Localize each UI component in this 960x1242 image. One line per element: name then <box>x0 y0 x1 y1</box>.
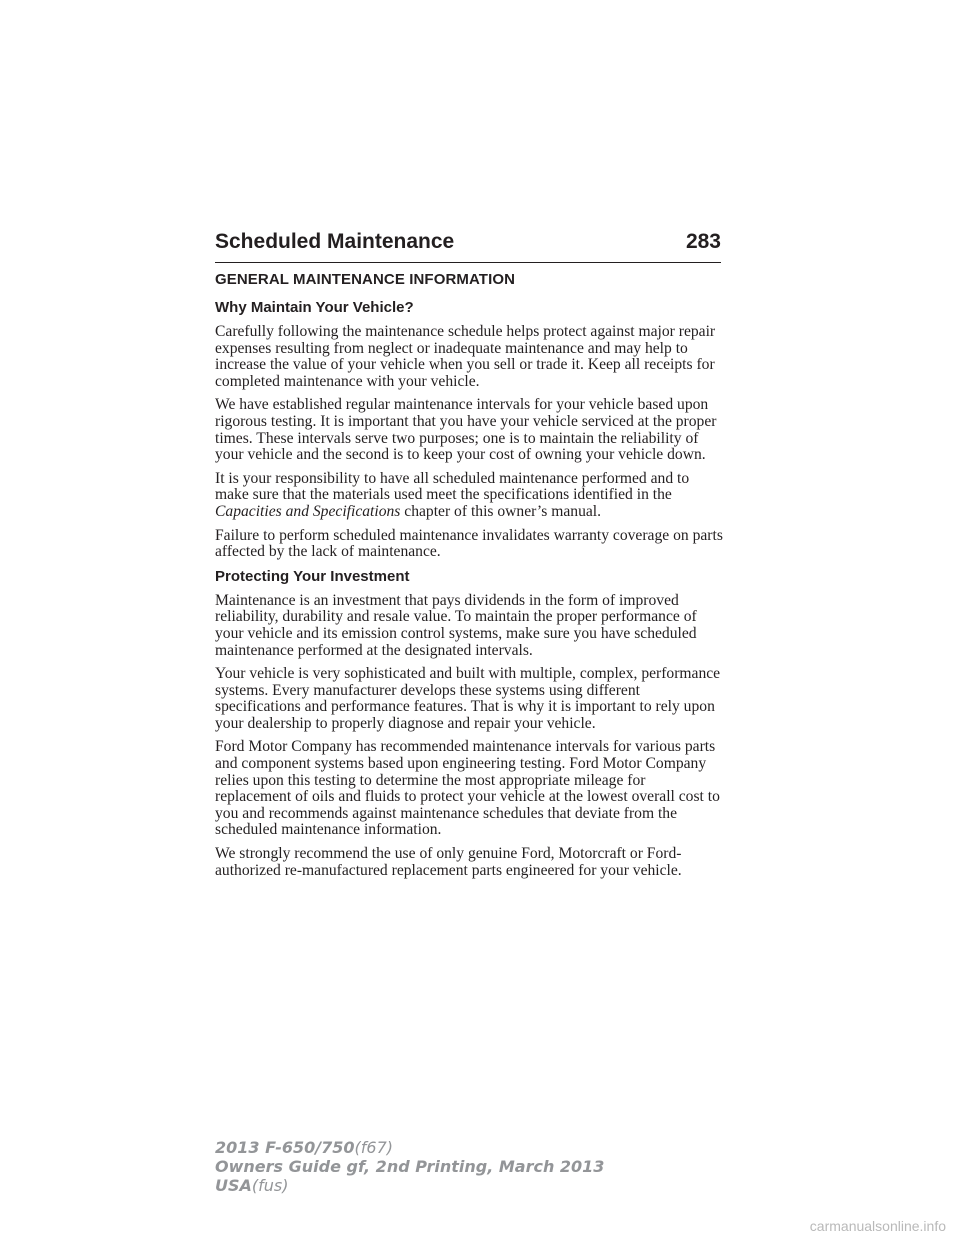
paragraph: We have established regular maintenance intervals for your vehicle based upon rigorous testing. It is important that you have your vehicle serviced at the proper times. These intervals serve two purposes; one is to maintain the reliability of your vehicle and the second is to keep your cost of owning your vehicle down. <box>215 396 717 464</box>
page-number: 283 <box>685 230 721 253</box>
subheading-why-maintain: Why Maintain Your Vehicle? <box>215 299 414 316</box>
site-watermark: carmanualsonline.info <box>809 1218 946 1234</box>
footer-printing-line: Owners Guide gf, 2nd Printing, March 2013 <box>215 1157 605 1176</box>
footer-model-line <box>215 1138 604 1157</box>
paragraph-text: It is your responsibility to have all scheduled maintenance performed and to make sure that the materials used meet the specifications identified in the <box>215 469 690 504</box>
footer-market: USA <box>215 1176 252 1195</box>
page-footer <box>215 1138 604 1195</box>
footer-model: 2013 F-650/750 <box>215 1138 355 1157</box>
subheading-protecting-investment: Protecting Your Investment <box>215 567 410 585</box>
footer-market-code: (fus) <box>251 1176 289 1195</box>
main-heading: GENERAL MAINTENANCE INFORMATION <box>215 271 516 288</box>
page-content <box>215 271 725 886</box>
paragraph <box>215 471 725 521</box>
chapter-reference: Capacities and Specifications <box>215 502 401 520</box>
section-title: Scheduled Maintenance <box>215 230 455 253</box>
paragraph: Maintenance is an investment that pays dividends in the form of improved reliability, durability and resale value. To maintain the proper performance of your vehicle and its emission control systems, make sure you have scheduled maintenance performed at the designated intervals. <box>215 591 697 659</box>
paragraph: We strongly recommend the use of only genuine Ford, Motorcraft or Ford-authorized re-manufactured replacement parts engineered for your vehicle. <box>215 845 682 879</box>
paragraph: Carefully following the maintenance schedule helps protect against major repair expenses resulting from neglect or inadequate maintenance and may help to increase the value of your vehicle when you sell or trade it. Keep all receipts for completed maintenance with your vehicle. <box>215 323 716 390</box>
page-header <box>215 228 721 263</box>
footer-market-line <box>215 1176 604 1195</box>
paragraph: Ford Motor Company has recommended maintenance intervals for various parts and component systems based upon engineering testing. Ford Motor Company relies upon this testing to determine the most appropriate mileage for replacement of oils and fluids to protect your vehicle at the lowest overall cost to you and recommends against maintenance schedules that deviate from the scheduled maintenance information. <box>215 738 720 839</box>
footer-model-code: (f67) <box>354 1138 393 1157</box>
paragraph-text: chapter of this owner’s manual. <box>400 502 602 520</box>
paragraph: Failure to perform scheduled maintenance invalidates warranty coverage on parts affected by the lack of maintenance. <box>215 526 723 561</box>
paragraph: Your vehicle is very sophisticated and built with multiple, complex, performance systems. Every manufacturer develops these systems using different specifications and performance features. That is why it is important to rely upon your dealership to properly diagnose and repair your vehicle. <box>215 665 721 732</box>
